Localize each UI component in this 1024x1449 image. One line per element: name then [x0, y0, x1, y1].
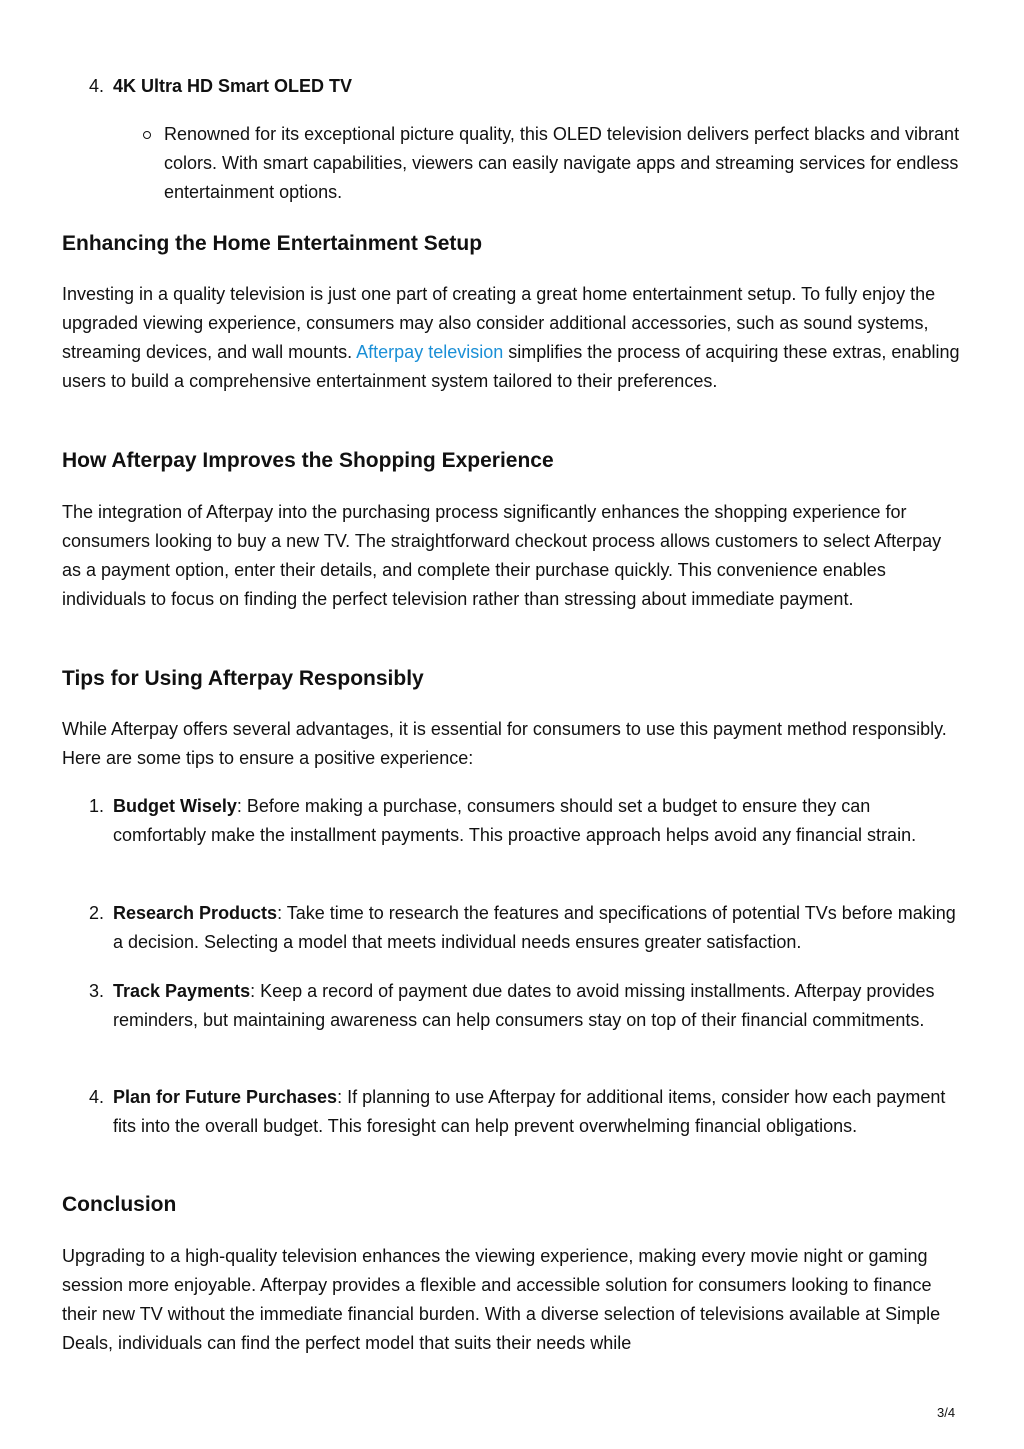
paragraph: While Afterpay offers several advantages, it is essential for consumers to use this payment method responsibly. Here are some tips to ensure a positive experience:	[62, 719, 947, 768]
paragraph: The integration of Afterpay into the purchasing process significantly enhances the shopping experience for consumers looking to buy a new TV. The straightforward checkout process allows customers to select Afterpay as a payment option, enter their details, and complete their purchase quickly. This convenience enables individuals to focus on finding the perfect television rather than stressing about immediate payment.	[62, 502, 942, 609]
list-item-text: : If planning to use Afterpay for additional items, consider how each payment fits into the overall budget. This foresight can help prevent overwhelming financial obligations.	[113, 1087, 946, 1136]
afterpay-television-link[interactable]: Afterpay television	[356, 342, 504, 362]
bullet-text: Renowned for its exceptional picture quality, this OLED television delivers perfect blacks and vibrant colors. With smart capabilities, viewers can easily navigate apps and streaming services for endless entertainment options.	[164, 124, 960, 202]
list-item-title: Budget Wisely	[113, 796, 237, 816]
list-number: 2.	[89, 903, 105, 923]
section-heading: How Afterpay Improves the Shopping Experience	[62, 449, 554, 472]
list-item-title: Track Payments	[113, 981, 251, 1001]
list-item	[89, 72, 962, 101]
bullet-item	[143, 120, 963, 207]
circle-bullet-icon	[143, 131, 151, 139]
list-item-text: : Keep a record of payment due dates to avoid missing installments. Afterpay provides reminders, but maintaining awareness can help consumers stay on top of their financial commitments.	[113, 981, 935, 1030]
list-item	[89, 899, 962, 957]
list-item	[89, 977, 962, 1035]
list-number: 3.	[89, 981, 105, 1001]
list-item-title: Research Products	[113, 903, 278, 923]
list-item-text: : Take time to research the features and specifications of potential TVs before making a decision. Selecting a model that meets individual needs ensures greater satisfaction.	[113, 903, 956, 952]
list-item-text: : Before making a purchase, consumers should set a budget to ensure they can comfortably make the installment payments. This proactive approach helps avoid any financial strain.	[113, 796, 917, 845]
paragraph	[62, 280, 962, 396]
paragraph-text: Investing in a quality television is just one part of creating a great home entertainment setup. To fully enjoy the upgraded viewing experience, consumers may also consider additional accessories, such as sound systems, streaming devices, and wall mounts.	[62, 284, 936, 362]
list-item-title: Plan for Future Purchases	[113, 1087, 338, 1107]
page-number: 3/4	[937, 1405, 956, 1420]
section-heading: Enhancing the Home Entertainment Setup	[62, 232, 483, 255]
list-item-title: 4K Ultra HD Smart OLED TV	[113, 76, 353, 96]
section-heading: Tips for Using Afterpay Responsibly	[62, 667, 424, 690]
paragraph: Upgrading to a high-quality television enhances the viewing experience, making every movie night or gaming session more enjoyable. Afterpay provides a flexible and accessible solution for consumers looking to finance their new TV without the immediate financial burden. With a diverse selection of televisions available at Simple Deals, individuals can find the perfect model that suits their needs while	[62, 1246, 941, 1353]
section-heading: Conclusion	[62, 1193, 177, 1216]
list-number: 4.	[89, 76, 105, 96]
list-number: 4.	[89, 1087, 105, 1107]
paragraph-text: simplifies the process of acquiring these extras, enabling users to build a comprehensive entertainment system tailored to their preferences.	[62, 342, 960, 391]
list-item	[89, 1083, 962, 1141]
list-item	[89, 792, 962, 850]
list-number: 1.	[89, 796, 105, 816]
